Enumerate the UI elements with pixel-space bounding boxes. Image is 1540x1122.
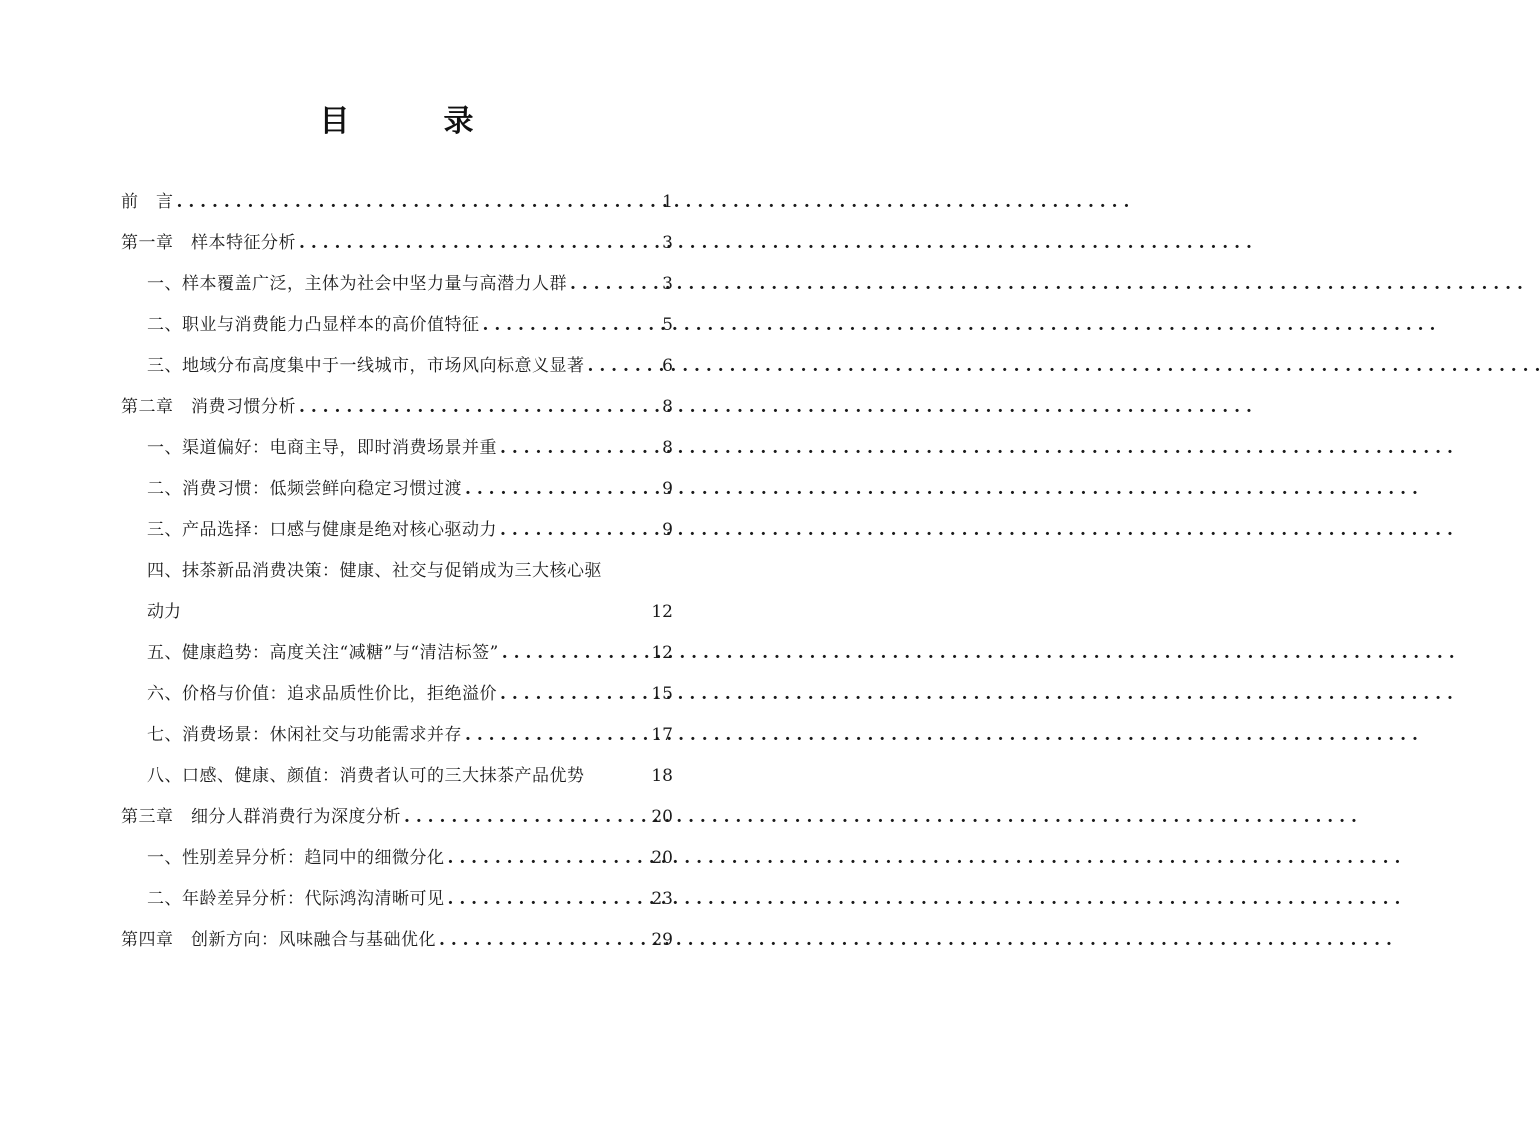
toc-entry-label: 第二章 消费习惯分析 (121, 397, 296, 417)
toc-entry-page: 15 (651, 684, 673, 704)
toc-entry-label: 第一章 样本特征分析 (121, 233, 296, 253)
toc-entry-label: 八、口感、健康、颜值：消费者认可的三大抹茶产品优势 (147, 766, 585, 786)
toc-entry-page: 3 (662, 274, 673, 294)
toc-entry[interactable] (121, 674, 673, 715)
toc-entry[interactable] (121, 387, 673, 428)
toc-entry-label: 七、消费场景：休闲社交与功能需求并存 (147, 725, 462, 745)
toc-entry-page: 12 (651, 602, 673, 622)
toc-entry[interactable] (121, 346, 673, 387)
toc-entry[interactable] (121, 920, 673, 961)
dot-leader (448, 838, 649, 879)
toc-entry-page: 20 (651, 807, 673, 827)
toc-entry[interactable] (121, 182, 673, 223)
toc-entry[interactable] (121, 756, 673, 797)
toc-entry-page: 20 (651, 848, 673, 868)
toc-entry-label: 一、性别差异分析：趋同中的细微分化 (147, 848, 445, 868)
toc-entry[interactable] (121, 838, 673, 879)
toc-entry-page: 23 (651, 889, 673, 909)
toc-entry-label: 前 言 (121, 192, 174, 212)
dot-leader (299, 387, 659, 428)
dot-leader (500, 674, 648, 715)
toc-entry-label: 第四章 创新方向：风味融合与基础优化 (121, 930, 436, 950)
toc-entry-label: 三、地域分布高度集中于一线城市，市场风向标意义显著 (147, 356, 585, 376)
toc-entry-page: 1 (662, 192, 673, 212)
toc-entry-page: 17 (651, 725, 673, 745)
toc-entry-label: 一、样本覆盖广泛，主体为社会中坚力量与高潜力人群 (147, 274, 567, 294)
toc-entry-page: 6 (662, 356, 673, 376)
dot-leader (465, 469, 659, 510)
dot-leader (299, 223, 659, 264)
toc-entry-page: 8 (662, 438, 673, 458)
toc-entry-label: 四、抹茶新品消费决策：健康、社交与促销成为三大核心驱 (147, 561, 602, 581)
toc-entry[interactable] (121, 428, 673, 469)
toc-entry-page: 12 (651, 643, 673, 663)
toc-entry-page: 18 (651, 766, 673, 786)
toc-entry[interactable] (121, 797, 673, 838)
toc-entry-label: 二、年龄差异分析：代际鸿沟清晰可见 (147, 889, 445, 909)
toc-title: 目 录 (319, 104, 506, 139)
dot-leader (502, 633, 649, 674)
toc-entry-label: 二、职业与消费能力凸显样本的高价值特征 (147, 315, 480, 335)
dot-leader (177, 182, 660, 223)
toc-entry-label: 一、渠道偏好：电商主导，即时消费场景并重 (147, 438, 497, 458)
dot-leader (500, 510, 659, 551)
toc-entry[interactable] (121, 305, 673, 346)
toc-entry-label: 第三章 细分人群消费行为深度分析 (121, 807, 401, 827)
dot-leader (439, 920, 648, 961)
toc-entry-label: 六、价格与价值：追求品质性价比，拒绝溢价 (147, 684, 497, 704)
toc-entry-label-continued: 动力 (147, 602, 181, 622)
dot-leader (404, 797, 648, 838)
toc-entry-label: 二、消费习惯：低频尝鲜向稳定习惯过渡 (147, 479, 462, 499)
toc-entry-page: 9 (662, 520, 673, 540)
dot-leader (570, 264, 659, 305)
dot-leader (483, 305, 660, 346)
toc-entry[interactable] (121, 879, 673, 920)
toc-entry[interactable] (121, 510, 673, 551)
toc-entry-page: 9 (662, 479, 673, 499)
toc-entry-label: 三、产品选择：口感与健康是绝对核心驱动力 (147, 520, 497, 540)
dot-leader (588, 346, 660, 387)
dot-leader (500, 428, 659, 469)
toc-entry[interactable] (121, 633, 673, 674)
toc-entry[interactable] (121, 264, 673, 305)
toc-entry[interactable] (121, 469, 673, 510)
toc-entry-continuation (147, 592, 673, 633)
toc-entry-page: 3 (662, 233, 673, 253)
toc-list (121, 182, 673, 961)
toc-entry-page: 5 (662, 315, 673, 335)
toc-entry[interactable] (121, 223, 673, 264)
toc-entry[interactable] (121, 551, 673, 633)
toc-entry-label: 五、健康趋势：高度关注“减糖”与“清洁标签” (147, 643, 499, 663)
dot-leader (465, 715, 648, 756)
toc-entry[interactable] (121, 715, 673, 756)
dot-leader (448, 879, 649, 920)
toc-entry-page: 8 (662, 397, 673, 417)
toc-entry-page: 29 (651, 930, 673, 950)
